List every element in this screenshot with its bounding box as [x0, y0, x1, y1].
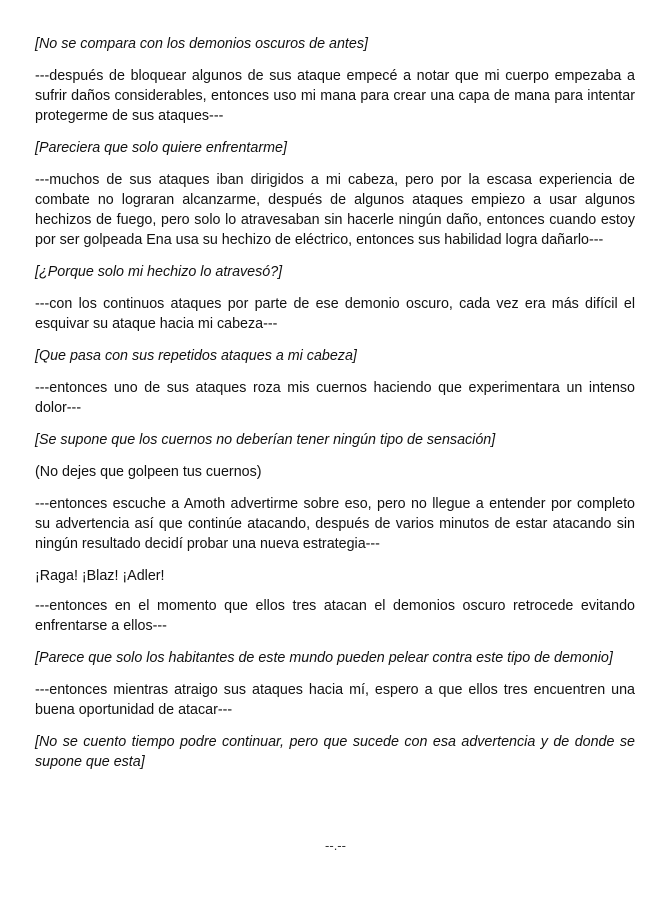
thought-line: [¿Porque solo mi hechizo lo atravesó?]: [35, 264, 283, 280]
thought-line: [No se cuento tiempo podre continuar, pero que sucede con esa advertencia y de donde se supone que esta]: [35, 734, 635, 770]
narration-paragraph: ---después de bloquear algunos de sus ataque empecé a notar que mi cuerpo empezaba a sufrir daños considerables, entonces uso mi mana para crear una capa de mana para intentar protegerme de sus ataques---: [35, 68, 635, 124]
narration-paragraph: ---muchos de sus ataques iban dirigidos a mi cabeza, pero por la escasa experiencia de combate no lograran alcanzarme, después de algunos ataques empiezo a usar algunos hechizos de fuego, pero solo lo atravesaban sin hacerle ningún daño, entonces cuando estoy por ser golpeada Ena usa su hechizo de eléctrico, entonces sus habilidad logra dañarlo---: [35, 172, 635, 248]
thought-line: [Pareciera que solo quiere enfrentarme]: [35, 140, 287, 156]
narration-paragraph: ---entonces mientras atraigo sus ataques hacia mí, espero a que ellos tres encuentren una buena oportunidad de atacar---: [35, 682, 635, 718]
page-footer-separator: --.--: [325, 838, 346, 853]
dialogue-line: ¡Raga! ¡Blaz! ¡Adler!: [35, 568, 165, 584]
narration-paragraph: ---entonces uno de sus ataques roza mis cuernos haciendo que experimentara un intenso dolor---: [35, 380, 635, 416]
thought-line: [Se supone que los cuernos no deberían tener ningún tipo de sensación]: [35, 432, 496, 448]
thought-line: [No se compara con los demonios oscuros de antes]: [35, 36, 368, 52]
narration-paragraph: ---entonces escuche a Amoth advertirme sobre eso, pero no llegue a entender por completo su advertencia así que continúe atacando, después de varios minutos de estar atacando sin ningún resultado decidí probar una nueva estrategia---: [35, 496, 635, 552]
thought-line: [Que pasa con sus repetidos ataques a mi cabeza]: [35, 348, 357, 364]
dialogue-line: (No dejes que golpeen tus cuernos): [35, 464, 262, 480]
narration-paragraph: ---entonces en el momento que ellos tres atacan el demonios oscuro retrocede evitando enfrentarse a ellos---: [35, 598, 635, 634]
thought-line: [Parece que solo los habitantes de este mundo pueden pelear contra este tipo de demonio]: [35, 650, 613, 666]
narration-paragraph: ---con los continuos ataques por parte de ese demonio oscuro, cada vez era más difícil el esquivar su ataque hacia mi cabeza---: [35, 296, 635, 332]
document-body: [35, 34, 635, 784]
